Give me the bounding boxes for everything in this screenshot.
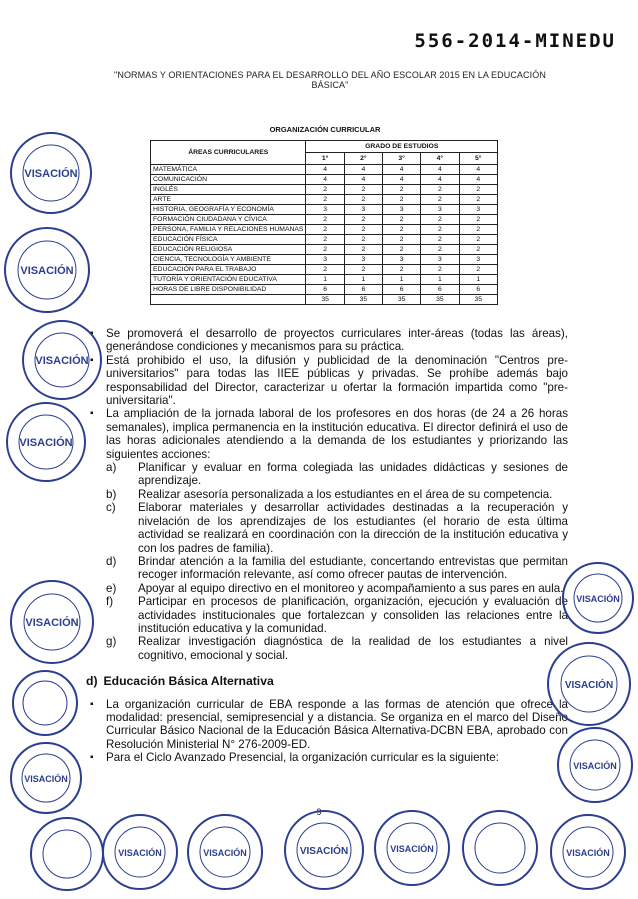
hours-cell: 4 <box>421 165 459 175</box>
table-row <box>151 215 498 225</box>
hours-cell: 1 <box>459 275 497 285</box>
stamp-text: VISACIÓN <box>25 617 79 629</box>
hours-cell: 3 <box>421 255 459 265</box>
hours-cell: 2 <box>344 195 382 205</box>
hours-cell: 2 <box>306 225 344 235</box>
hours-cell: 4 <box>383 175 421 185</box>
hours-cell: 2 <box>421 235 459 245</box>
area-cell: EDUCACIÓN FÍSICA <box>151 235 306 245</box>
hours-cell: 2 <box>421 215 459 225</box>
hours-cell: 2 <box>383 215 421 225</box>
area-cell: ARTE <box>151 195 306 205</box>
visa-stamp <box>100 812 180 892</box>
bullet-item: ▪ Se promoverá el desarrollo de proyectos curriculares inter-áreas (todas las áreas), generándose condiciones y mecanismos para su práctica. <box>78 327 568 354</box>
action-item <box>78 555 568 582</box>
hours-cell: 35 <box>344 295 382 305</box>
hours-cell: 2 <box>459 185 497 195</box>
hours-cell: 2 <box>306 265 344 275</box>
action-item <box>78 501 568 555</box>
hours-cell: 4 <box>306 175 344 185</box>
hours-cell: 2 <box>459 215 497 225</box>
action-item <box>78 488 568 501</box>
visa-stamp <box>2 225 92 315</box>
area-cell: EDUCACIÓN RELIGIOSA <box>151 245 306 255</box>
table-row <box>151 175 498 185</box>
table-row <box>151 295 498 305</box>
stamp-text: VISACIÓN <box>299 846 349 857</box>
hours-cell: 2 <box>459 245 497 255</box>
grade-header: 2° <box>344 153 382 165</box>
action-item <box>78 635 568 662</box>
visa-stamp <box>555 725 635 805</box>
hours-cell: 2 <box>421 245 459 255</box>
table-row <box>151 245 498 255</box>
area-cell: TUTORÍA Y ORIENTACIÓN EDUCATIVA <box>151 275 306 285</box>
hours-cell: 4 <box>459 165 497 175</box>
area-cell: HISTORIA, GEOGRAFÍA Y ECONOMÍA <box>151 205 306 215</box>
hours-cell: 2 <box>306 235 344 245</box>
visa-stamp <box>548 812 628 892</box>
visa-stamp <box>10 668 80 738</box>
hours-cell: 3 <box>459 255 497 265</box>
action-label: g) <box>106 635 117 649</box>
action-item <box>78 582 568 595</box>
hours-cell: 3 <box>306 205 344 215</box>
action-text: Realizar investigación diagnóstica de la realidad de los estudiantes a nivel cognitivo, emocional y social. <box>138 635 568 662</box>
stamp-text: VISACIÓN <box>118 848 162 858</box>
visa-stamp <box>185 812 265 892</box>
document-code: 556-2014-MINEDU <box>414 30 616 52</box>
stamp-text: VISACIÓN <box>24 774 68 784</box>
grade-header: 1° <box>306 153 344 165</box>
bullet-item: ▪ La organización curricular de EBA responde a las formas de atención que ofrece la modalidad: presencial, semipresencial y a distancia. Se organiza en el marco del Diseño Curricular Básico Nacional de la Educación Básica Alternativa-DCBN EBA, aprobado con Resolución Ministerial N° 276-2009-ED. <box>78 698 568 752</box>
visa-stamp <box>460 808 540 888</box>
page-header: "NORMAS Y ORIENTACIONES PARA EL DESARROLLO DEL AÑO ESCOLAR 2015 EN LA EDUCACIÓN BÁSICA" <box>114 70 546 90</box>
stamp-text: VISACIÓN <box>390 844 434 854</box>
stamp-text: VISACIÓN <box>573 761 617 771</box>
areas-header: ÁREAS CURRICULARES <box>151 141 306 165</box>
hours-cell: 6 <box>421 285 459 295</box>
hours-cell: 3 <box>383 205 421 215</box>
hours-cell: 1 <box>421 275 459 285</box>
table-title: ORGANIZACIÓN CURRICULAR <box>269 125 381 134</box>
action-label: c) <box>106 501 116 515</box>
visa-stamp <box>372 808 452 888</box>
hours-cell: 2 <box>344 245 382 255</box>
action-text: Elaborar materiales y desarrollar actividades destinadas a la recuperación y nivelación de los aprendizajes de los estudiantes (el horario de esta última actividad se realizará en coordinación con la dirección de la institución educativa y con los padres de familia). <box>138 501 568 555</box>
hours-cell: 1 <box>344 275 382 285</box>
stamp-text: VISACIÓN <box>35 355 89 367</box>
table-body <box>151 165 498 305</box>
grades-header: GRADO DE ESTUDIOS <box>306 141 498 153</box>
table-row <box>151 265 498 275</box>
hours-cell: 2 <box>306 215 344 225</box>
visa-stamp <box>8 740 84 816</box>
area-cell: EDUCACIÓN PARA EL TRABAJO <box>151 265 306 275</box>
page-number: 9 <box>316 807 322 817</box>
grade-header: 3° <box>383 153 421 165</box>
hours-cell: 4 <box>459 175 497 185</box>
main-content <box>78 327 568 765</box>
hours-cell: 6 <box>344 285 382 295</box>
action-text: Realizar asesoría personalizada a los estudiantes en el área de su competencia. <box>138 487 553 501</box>
action-text: Brindar atención a la familia del estudiante, concertando entrevistas que permitan recoger información relevante, así como ofrecer pautas de intervención. <box>138 554 568 582</box>
grade-header: 4° <box>421 153 459 165</box>
visa-stamp <box>560 560 636 636</box>
action-text: Planificar y evaluar en forma colegiada las unidades didácticas y sesiones de aprendizaje. <box>138 461 568 488</box>
section-label: d) <box>86 674 98 689</box>
action-text: Apoyar al equipo directivo en el monitoreo y acompañamiento a sus pares en aula. <box>138 581 564 595</box>
area-cell: INGLÉS <box>151 185 306 195</box>
table-row <box>151 235 498 245</box>
table-row <box>151 255 498 265</box>
action-item <box>78 461 568 488</box>
table-row <box>151 225 498 235</box>
hours-cell: 2 <box>383 235 421 245</box>
hours-cell: 35 <box>383 295 421 305</box>
table-row <box>151 285 498 295</box>
hours-cell: 6 <box>306 285 344 295</box>
visa-stamp <box>8 578 96 666</box>
action-item <box>78 595 568 635</box>
stamp-text: VISACIÓN <box>203 848 247 858</box>
visa-stamp <box>8 130 94 216</box>
hours-cell: 35 <box>306 295 344 305</box>
hours-cell: 2 <box>344 225 382 235</box>
visa-stamp <box>4 400 88 484</box>
hours-cell: 6 <box>383 285 421 295</box>
table-row <box>151 195 498 205</box>
area-cell: MATEMÁTICA <box>151 165 306 175</box>
bullet-item: ▪ Está prohibido el uso, la difusión y publicidad de la denominación "Centros pre-universitarios" para todas las IIEE públicas y privadas. Se prohíbe además bajo responsabilidad del Director, caracterizar u ofertar la formación impartida como "pre-universitaria". <box>78 354 568 408</box>
hours-cell: 3 <box>306 255 344 265</box>
hours-cell: 35 <box>459 295 497 305</box>
stamp-text: VISACIÓN <box>566 848 610 858</box>
hours-cell: 3 <box>344 205 382 215</box>
area-cell <box>151 295 306 305</box>
hours-cell: 3 <box>383 255 421 265</box>
table-header-row <box>151 141 498 153</box>
hours-cell: 2 <box>306 195 344 205</box>
action-label: f) <box>106 595 114 609</box>
table-row <box>151 205 498 215</box>
hours-cell: 2 <box>344 235 382 245</box>
hours-cell: 2 <box>383 195 421 205</box>
action-label: d) <box>106 554 117 568</box>
hours-cell: 2 <box>421 225 459 235</box>
hours-cell: 2 <box>344 215 382 225</box>
area-cell: FORMACIÓN CIUDADANA Y CÍVICA <box>151 215 306 225</box>
hours-cell: 4 <box>344 175 382 185</box>
visa-stamp <box>28 815 106 893</box>
stamp-text: VISACIÓN <box>576 594 620 604</box>
hours-cell: 1 <box>383 275 421 285</box>
hours-cell: 3 <box>459 205 497 215</box>
visa-stamp <box>545 640 633 728</box>
hours-cell: 2 <box>383 225 421 235</box>
hours-cell: 3 <box>421 205 459 215</box>
stamp-text: VISACIÓN <box>564 680 614 691</box>
hours-cell: 2 <box>344 185 382 195</box>
table-row <box>151 185 498 195</box>
area-cell: HORAS DE LIBRE DISPONIBILIDAD <box>151 285 306 295</box>
hours-cell: 2 <box>306 245 344 255</box>
hours-cell: 2 <box>383 265 421 275</box>
hours-cell: 3 <box>344 255 382 265</box>
bullet-item: ▪ Para el Ciclo Avanzado Presencial, la organización curricular es la siguiente: <box>78 751 568 764</box>
visa-stamp <box>282 808 366 892</box>
grade-header: 5° <box>459 153 497 165</box>
hours-cell: 1 <box>306 275 344 285</box>
action-label: e) <box>106 581 117 595</box>
hours-cell: 2 <box>383 245 421 255</box>
hours-cell: 4 <box>383 165 421 175</box>
hours-cell: 35 <box>421 295 459 305</box>
bullet-item: ▪ La ampliación de la jornada laboral de los profesores en dos horas (de 24 a 26 horas semanales), implica permanencia en la institución educativa. El director definirá el uso de las horas adicionales atendiendo a la demanda de los estudiantes y priorizando las siguientes acciones: <box>78 407 568 461</box>
hours-cell: 4 <box>421 175 459 185</box>
stamp-text: VISACIÓN <box>19 437 73 449</box>
hours-cell: 2 <box>344 265 382 275</box>
hours-cell: 2 <box>306 185 344 195</box>
hours-cell: 4 <box>306 165 344 175</box>
action-label: b) <box>106 487 117 501</box>
hours-cell: 2 <box>421 195 459 205</box>
section-title <box>78 675 568 688</box>
hours-cell: 2 <box>421 265 459 275</box>
curriculum-table <box>150 140 498 305</box>
area-cell: CIENCIA, TECNOLOGÍA Y AMBIENTE <box>151 255 306 265</box>
area-cell: PERSONA, FAMILIA Y RELACIONES HUMANAS <box>151 225 306 235</box>
hours-cell: 2 <box>459 195 497 205</box>
stamp-text: VISACIÓN <box>24 168 78 180</box>
hours-cell: 2 <box>421 185 459 195</box>
hours-cell: 6 <box>459 285 497 295</box>
visa-stamp <box>20 318 104 402</box>
section-bullets <box>78 698 568 765</box>
table-row <box>151 275 498 285</box>
table-row <box>151 165 498 175</box>
area-cell: COMUNICACIÓN <box>151 175 306 185</box>
stamp-text: VISACIÓN <box>20 265 74 277</box>
action-text: Participar en procesos de planificación, organización, ejecución y evaluación de actividades institucionales que fortalezcan y consoliden las relaciones entre la institución educativa y la comunidad. <box>138 595 568 635</box>
actions-list <box>78 461 568 662</box>
section-title-text: Educación Básica Alternativa <box>103 674 274 689</box>
hours-cell: 2 <box>459 225 497 235</box>
action-label: a) <box>106 461 117 475</box>
hours-cell: 2 <box>459 265 497 275</box>
hours-cell: 2 <box>459 235 497 245</box>
hours-cell: 4 <box>344 165 382 175</box>
hours-cell: 2 <box>383 185 421 195</box>
